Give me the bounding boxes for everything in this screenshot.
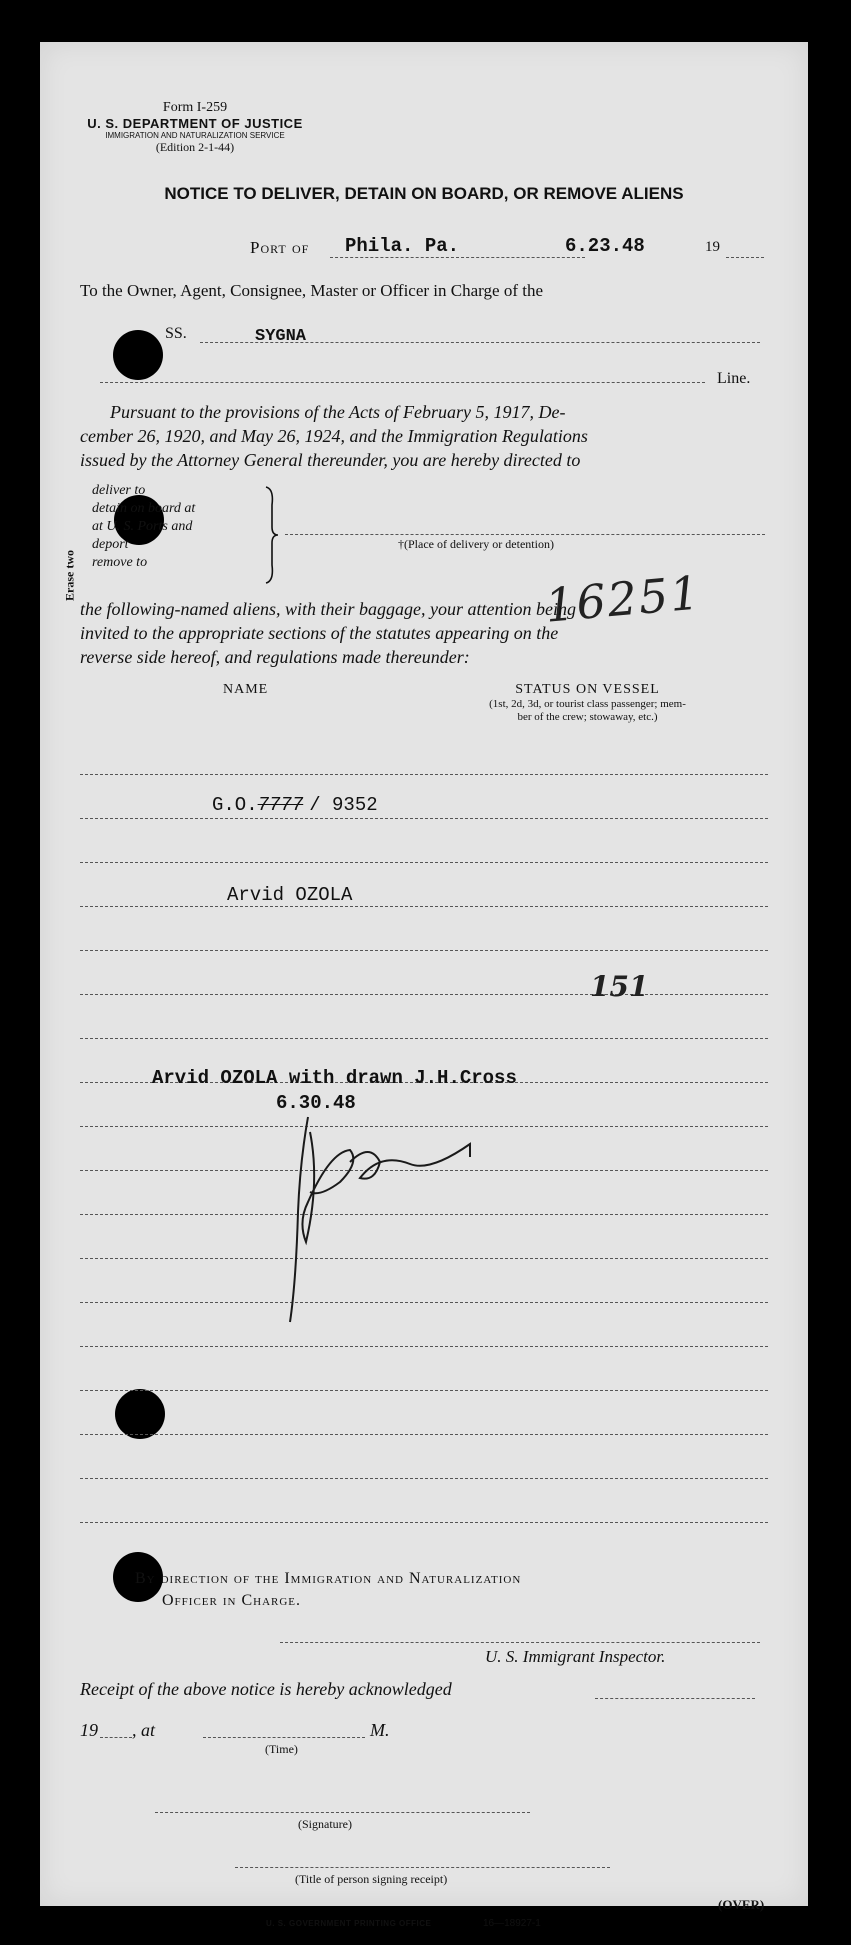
pursuant-paragraph [80,400,780,472]
go-entry [212,794,378,816]
pursuant-line-3: issued by the Attorney General thereunder, you are hereby directed to [80,450,581,470]
following-line-3: reverse side hereof, and regulations made thereunder: [80,647,470,667]
name-column-header: NAME [223,682,269,697]
port-name: Phila. Pa. [345,235,460,257]
service-name: IMMIGRATION AND NATURALIZATION SERVICE [105,131,285,140]
go-struck-number: 7777 [257,794,304,816]
port-label: Port of [250,238,310,257]
withdrawn-date: 6.30.48 [276,1092,356,1114]
receipt-at: , at [132,1720,156,1740]
direction-line-2: Officer in Charge. [162,1592,302,1609]
vessel-prefix: SS. [165,325,187,342]
stamp-number: 16251 [542,565,704,633]
edition: (Edition 2-1-44) [155,140,235,154]
receipt-title-line [235,1867,610,1868]
following-paragraph [80,597,780,669]
option-ports: at U. S. Ports and [92,519,193,534]
receipt-year-prefix: 19 [80,1720,98,1740]
place-underline [285,534,765,535]
delivery-options [92,482,195,572]
status-sub-1: (1st, 2d, 3d, or tourist class passenger; mem- [489,698,686,710]
form-number: Form I-259 [162,100,228,115]
place-caption: †(Place of delivery or detention) [398,537,554,551]
receipt-year-line [100,1737,132,1738]
line-label: Line. [717,370,751,387]
option-detain: detain on board at [92,501,196,516]
alien-name: Arvid OZOLA [227,884,353,906]
inspector-title: U. S. Immigrant Inspector. [485,1647,666,1666]
option-deliver: deliver to [92,483,146,498]
option-remove: remove to [92,555,148,570]
receipt-time-line [203,1737,365,1738]
form-code: 16—18927-1 [483,1918,541,1929]
punch-hole-1 [113,330,163,380]
department-name: U. S. DEPARTMENT OF JUSTICE [87,116,303,131]
direction-line-1: By direction of the Immigration and Naturalization [135,1570,522,1587]
time-caption: (Time) [265,1742,298,1756]
option-deport: deport [92,537,129,552]
printer-credit: U. S. GOVERNMENT PRINTING OFFICE [266,1919,432,1928]
notice-date: 6.23.48 [565,235,645,257]
status-sub-2: ber of the crew; stowaway, etc.) [517,711,658,723]
status-title: STATUS ON VESSEL [515,682,660,697]
following-line-1: the following-named aliens, with their baggage, your attention being [80,599,576,619]
addressee: To the Owner, Agent, Consignee, Master or Officer in Charge of the [80,281,543,300]
over-label: (OVER) [718,1897,765,1912]
form-paper [40,42,808,1929]
go-prefix: G.O. [212,794,258,816]
receipt-signature-line [155,1812,530,1813]
inspector-signature-line [280,1642,760,1643]
status-column-header [415,682,760,724]
form-header [60,100,330,155]
signature-caption: (Signature) [298,1817,352,1831]
reference-number: 151 [590,970,649,1003]
form-title: NOTICE TO DELIVER, DETAIN ON BOARD, OR REMOVE ALIENS [164,184,684,203]
port-underline [330,257,585,258]
following-line-2: invited to the appropriate sections of the statutes appearing on the [80,623,559,643]
erase-two-label: Erase two [62,550,77,601]
vessel-name: SYGNA [255,327,307,346]
receipt-m: M. [370,1720,390,1740]
year-underline [726,257,764,258]
receipt-underline [595,1698,755,1699]
withdrawn-note: Arvid OZOLA with drawn J.H.Cross [152,1067,517,1089]
options-brace [262,485,282,585]
title-caption: (Title of person signing receipt) [295,1872,448,1886]
pursuant-line-2: cember 26, 1920, and May 26, 1924, and the Immigration Regulations [80,426,588,446]
receipt-text: Receipt of the above notice is hereby acknowledged [80,1679,452,1699]
line-underline [100,382,705,383]
pursuant-line-1: Pursuant to the provisions of the Acts of February 5, 1917, De- [110,402,566,422]
inspector-signature [280,1102,520,1342]
punch-hole-3 [115,1389,165,1439]
go-number: / 9352 [309,794,378,816]
year-prefix: 19 [705,239,720,255]
